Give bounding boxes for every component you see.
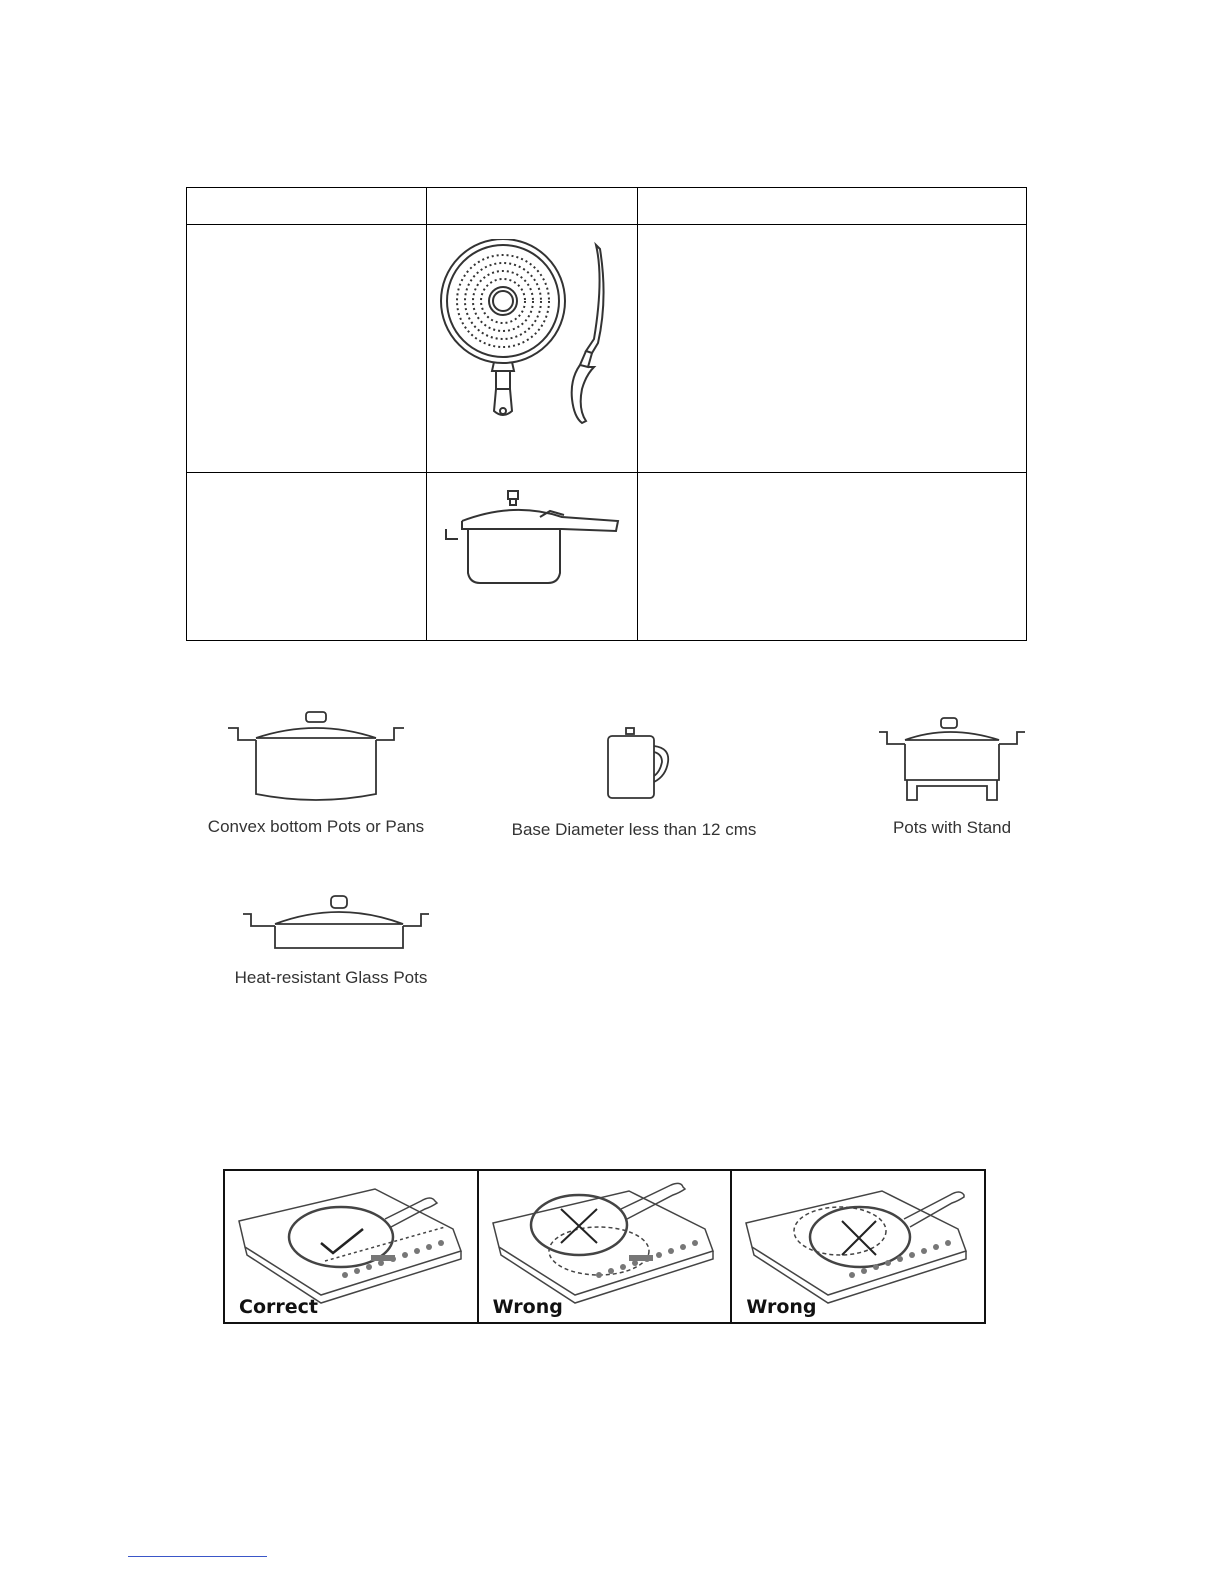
unsuitable-item bbox=[186, 710, 446, 837]
cookware-table bbox=[186, 187, 1027, 641]
pan-placement-diagrams bbox=[223, 1169, 986, 1324]
pressure-cooker-icon bbox=[444, 487, 624, 592]
cross-icon bbox=[561, 1209, 597, 1243]
unsuitable-caption: Pots with Stand bbox=[892, 818, 1012, 837]
placement-label: Correct bbox=[239, 1296, 318, 1318]
placement-panel-correct bbox=[225, 1171, 479, 1322]
placement-panel-wrong bbox=[732, 1171, 984, 1322]
placement-panel-wrong bbox=[479, 1171, 733, 1322]
small-base-mug-icon bbox=[594, 726, 674, 802]
unsuitable-item bbox=[206, 894, 456, 988]
check-icon bbox=[321, 1229, 363, 1253]
glass-pot-icon bbox=[231, 894, 431, 952]
placement-label: Wrong bbox=[746, 1296, 817, 1318]
frying-pan-icon bbox=[436, 239, 616, 429]
pot-with-stand-icon bbox=[877, 716, 1027, 804]
unsuitable-item bbox=[872, 716, 1032, 838]
cross-icon bbox=[842, 1221, 876, 1255]
placement-label: Wrong bbox=[492, 1296, 563, 1318]
unsuitable-caption: Convex bottom Pots or Pans bbox=[207, 817, 425, 836]
convex-bottom-pot-icon bbox=[226, 710, 406, 805]
unsuitable-caption: Heat-resistant Glass Pots bbox=[234, 968, 428, 987]
unsuitable-caption: Base Diameter less than 12 cms bbox=[511, 820, 757, 839]
footer-underline bbox=[128, 1556, 267, 1557]
unsuitable-item bbox=[484, 726, 784, 840]
